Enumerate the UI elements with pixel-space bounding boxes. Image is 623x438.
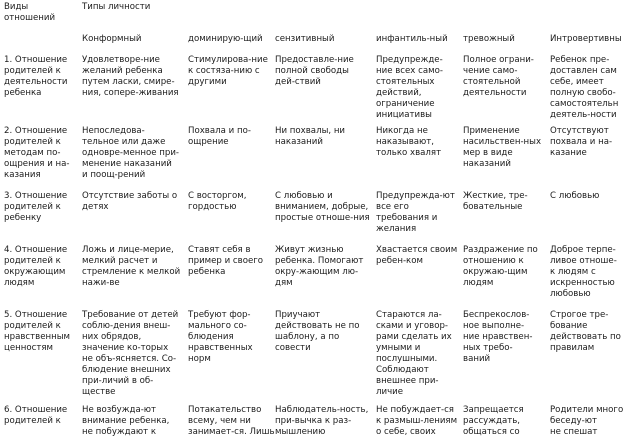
table-cell: Жесткие, тре- бовательные (463, 191, 528, 212)
row-label: 4. Отношение родителей к окружающим людям (4, 245, 68, 288)
table-cell: Строгое тре- бование действовать по правилам (550, 310, 621, 353)
table-cell: Полное ограни- чение само- стоятельной деятельности (463, 55, 534, 98)
type-header-infantile: инфантиль-ный (376, 34, 448, 44)
table-cell: Живут жизнью ребенка. Помогают окру-жающим лю- дям (275, 245, 364, 288)
table-cell: Ложь и лице-мерие, мелкий расчет и стремление к мелкой нажи-ве (82, 245, 181, 288)
type-header-anxious: тревожный (463, 34, 515, 44)
table-cell: Отсутствуют похвала и на- казание (550, 126, 613, 158)
table-cell: Ребенок пре- доставлен сам себе, имеет полную свобо- самостоятельн деятель-ности (550, 55, 619, 120)
table-cell: Стимулирова-ние к состяза-нию с другими (188, 55, 268, 87)
table-cell: Запрещается рассуждать, общаться со (463, 405, 524, 437)
row-label: 1. Отношение родителей к деятельности ребенка (4, 55, 68, 98)
row-label: 2. Отношение родителей к методам по- ощрения и на- казания (4, 126, 70, 180)
type-header-dominant: доминирую-щий (188, 34, 263, 44)
table-cell: Отсутствие заботы о детях (82, 191, 178, 212)
table-cell: Предупрежде- ние всех само- стоятельных действий, ограничение инициативы (376, 55, 443, 120)
table-cell: Требуют фор- мального со- блюдения нравственных норм (188, 310, 253, 364)
table-cell: Беспрекослов- ное выполне- ние нравствен- ных требо- ваний (463, 310, 533, 364)
row-label: 3. Отношение родителей к ребенку (4, 191, 68, 223)
table-cell: Хвастается своим ребен-ком (376, 245, 458, 266)
table-cell: Стараются ла- сками и уговор- рами сделать их умными и послушными. Соблюдают внешнее при- личие (376, 310, 452, 397)
table-cell: Родители много беседу-ют не спешат (550, 405, 623, 437)
table-cell: Наблюдатель-ность, при-вычка к раз- мышлению (275, 405, 369, 437)
table-cell: Похвала и по- ощрение (188, 126, 251, 147)
table-cell: Не побуждает-ся к размыш-лениям о себе, своих (376, 405, 458, 437)
table-cell: Применение насильствен-ных мер в виде наказаний (463, 126, 542, 169)
table-cell: Непоследова- тельное или даже одновре-менное при- менение наказаний и поощ-рений (82, 126, 180, 180)
corner-header: Виды отношений (4, 2, 56, 23)
table-cell: Приучают действовать не по шаблону, а по совести (275, 310, 360, 353)
type-header-sensitive: сензитивный (275, 34, 335, 44)
table-cell: Предоставле-ние полной свободы дей-ствий (275, 55, 354, 87)
table-cell: С любовью и вниманием, добрые, простые отноше-ния (275, 191, 370, 223)
table-cell: Требование от детей соблю-дения внеш- них обрядов, значение ко-торых не объ-ясняется. Со- блюдение внешних при-личий в об- ществе (82, 310, 179, 397)
table-cell: Ставят себя в пример и своего ребенка (188, 245, 264, 277)
table-cell: Предупрежда-ют все его требования и желания (376, 191, 455, 234)
table-cell: Удовлетворе-ние желаний ребенка путем ласки, смире- ния, сопере-живания (82, 55, 179, 98)
type-header-introvert: Интровертивны (550, 34, 622, 44)
table-cell: С восторгом, гордостью (188, 191, 247, 212)
row-label: 5. Отношение родителей к нравственным ценностям (4, 310, 70, 353)
group-header: Типы личности (82, 2, 151, 12)
row-label: 6. Отношение родителей к (4, 405, 68, 426)
type-header-conformal: Конформный (82, 34, 142, 44)
table-cell: С любовью (550, 191, 600, 201)
table-cell: Потакательство всему, чем ни занимает-ся. Лишь (188, 405, 275, 437)
table-cell: Раздражение по отношению к окружаю-щим людям (463, 245, 538, 288)
table-cell: Доброе терпе- ливое отноше- к людям с искренностью любовью (550, 245, 617, 299)
table-cell: Никогда не наказывают, только хвалят (376, 126, 442, 158)
table-cell: Не возбужда-ют внимание ребенка, не побуждают к (82, 405, 170, 437)
table-cell: Ни похвалы, ни наказаний (275, 126, 346, 147)
